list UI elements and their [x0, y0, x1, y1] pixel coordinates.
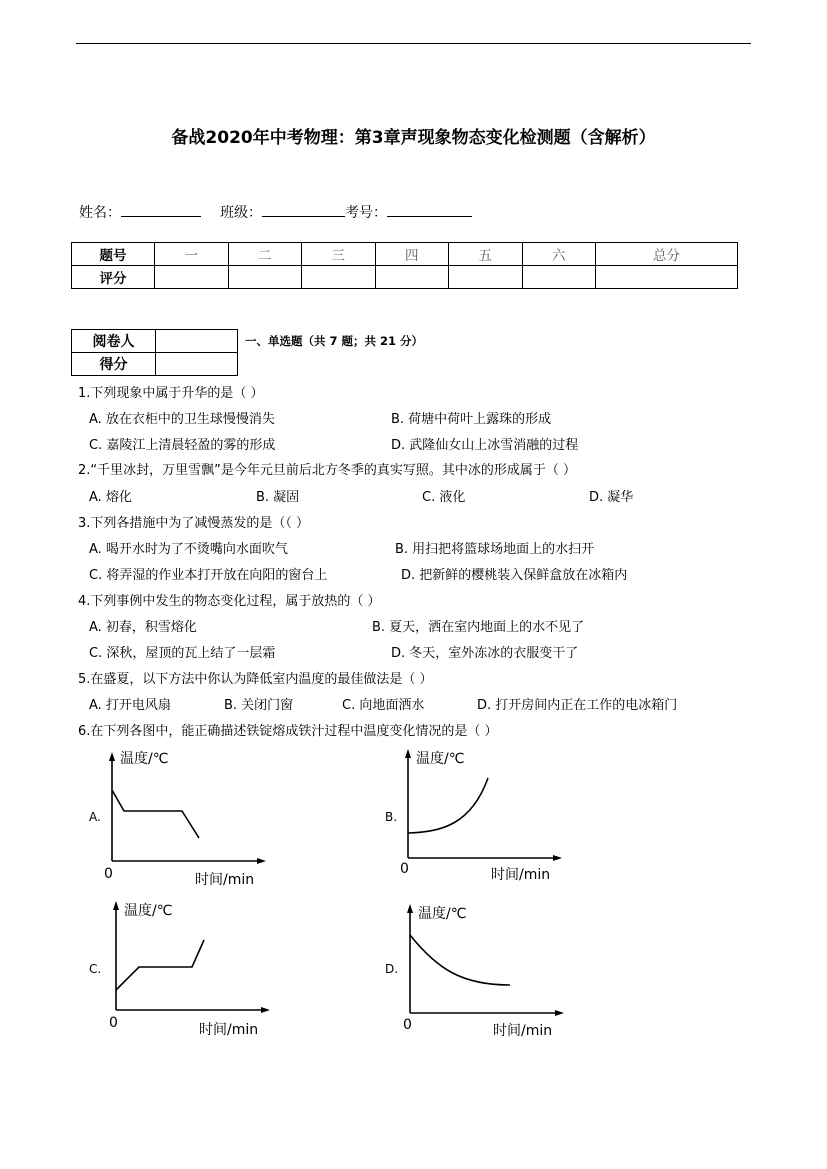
graph-option-d-label[interactable]: D.	[385, 962, 399, 976]
score-column-header: 五	[449, 243, 523, 266]
option-d[interactable]: D. 冬天，室外冻冰的衣服变干了	[391, 646, 579, 661]
question-text: 2.“千里冰封，万里雪飘”是今年元旦前后北方冬季的真实写照。其中冰的形成属于（ ）	[78, 463, 577, 478]
question-text: 1.下列现象中属于升华的是（ ）	[78, 386, 264, 401]
x-axis-arrow-icon	[555, 1010, 564, 1016]
y-axis-label: 温度/℃	[418, 906, 467, 922]
question-text: 6.在下列各图中，能正确描述铁锭熔成铁汁过程中温度变化情况的是（ ）	[78, 724, 498, 739]
graph-option-b-label[interactable]: B.	[385, 810, 398, 824]
question-text: 4.下列事例中发生的物态变化过程，属于放热的（ ）	[78, 594, 381, 609]
x-axis-label: 时间/min	[491, 867, 551, 883]
x-axis-arrow-icon	[257, 858, 266, 864]
score-column-header: 六	[522, 243, 596, 266]
y-axis-label: 温度/℃	[120, 751, 169, 767]
grader-score-label: 得分	[72, 353, 156, 376]
option-d[interactable]: D. 打开房间内正在工作的电冰箱门	[477, 698, 678, 713]
option-b[interactable]: B. 用扫把将篮球场地面上的水扫开	[395, 542, 595, 557]
graph-option-a-label[interactable]: A.	[89, 810, 101, 824]
y-axis-label: 温度/℃	[416, 751, 465, 767]
option-d[interactable]: D. 凝华	[589, 490, 634, 505]
graph-option-c-label[interactable]: C.	[89, 962, 102, 976]
x-axis-label: 时间/min	[195, 872, 255, 888]
y-axis-arrow-icon	[405, 749, 411, 758]
option-b[interactable]: B. 荷塘中荷叶上露珠的形成	[391, 412, 552, 427]
x-axis-arrow-icon	[553, 855, 562, 861]
option-a[interactable]: A. 熔化	[89, 490, 132, 505]
y-axis-label: 温度/℃	[124, 903, 173, 919]
reviewer-label: 阅卷人	[72, 330, 156, 353]
origin-label: 0	[403, 1017, 412, 1033]
origin-label: 0	[109, 1015, 118, 1031]
option-c[interactable]: C. 液化	[422, 490, 466, 505]
option-c[interactable]: C. 将弄湿的作业本打开放在向阳的窗台上	[89, 568, 328, 583]
option-c[interactable]: C. 嘉陵江上清晨轻盈的雾的形成	[89, 438, 276, 453]
name-label: 姓名：	[79, 205, 121, 221]
option-d[interactable]: D. 把新鲜的樱桃装入保鲜盒放在冰箱内	[401, 568, 628, 583]
score-row-label: 评分	[72, 266, 155, 289]
option-a[interactable]: A. 放在衣柜中的卫生球慢慢消失	[89, 412, 275, 427]
x-axis-label: 时间/min	[199, 1022, 259, 1038]
score-cell[interactable]	[449, 266, 523, 289]
question-text: 3.下列各措施中为了减慢蒸发的是（（ ）	[78, 516, 310, 531]
exam-no-blank[interactable]	[387, 202, 472, 217]
section-title: 一、单选题（共 7 题；共 21 分）	[245, 334, 424, 348]
option-b[interactable]: B. 关闭门窗	[224, 698, 294, 713]
score-table	[71, 242, 738, 289]
curve-line	[116, 940, 204, 990]
score-cell[interactable]	[522, 266, 596, 289]
grader-score-cell[interactable]	[156, 353, 238, 376]
top-rule	[76, 43, 751, 44]
graph-b[interactable]	[396, 745, 566, 885]
score-cell[interactable]	[228, 266, 302, 289]
score-cell[interactable]	[596, 266, 738, 289]
score-table-header-row	[72, 243, 738, 266]
grader-table	[71, 329, 238, 376]
page-title: 备战2020年中考物理：第3章声现象物态变化检测题（含解析）	[171, 128, 656, 148]
score-column-header: 三	[302, 243, 376, 266]
reviewer-cell[interactable]	[156, 330, 238, 353]
question-text: 5.在盛夏，以下方法中你认为降低室内温度的最佳做法是（ ）	[78, 672, 433, 687]
name-blank[interactable]	[121, 202, 201, 217]
option-c[interactable]: C. 深秋，屋顶的瓦上结了一层霜	[89, 646, 276, 661]
curve-line	[112, 790, 199, 838]
y-axis-arrow-icon	[109, 752, 115, 761]
graph-c[interactable]	[104, 897, 274, 1037]
option-d[interactable]: D. 武隆仙女山上冰雪消融的过程	[391, 438, 579, 453]
option-b[interactable]: B. 夏天，洒在室内地面上的水不见了	[372, 620, 585, 635]
y-axis-arrow-icon	[407, 904, 413, 913]
curve-line	[408, 778, 488, 833]
option-a[interactable]: A. 打开电风扇	[89, 698, 171, 713]
score-column-header: 一	[155, 243, 229, 266]
score-cell[interactable]	[375, 266, 449, 289]
y-axis-arrow-icon	[113, 901, 119, 910]
name-field	[79, 202, 201, 222]
class-label: 班级：	[220, 205, 262, 221]
x-axis-label: 时间/min	[493, 1023, 553, 1039]
curve-line	[410, 935, 510, 985]
score-column-header: 二	[228, 243, 302, 266]
score-column-header: 总分	[596, 243, 738, 266]
class-field	[220, 202, 472, 222]
score-cell[interactable]	[155, 266, 229, 289]
option-a[interactable]: A. 初春，积雪熔化	[89, 620, 197, 635]
option-b[interactable]: B. 凝固	[256, 490, 300, 505]
class-blank[interactable]	[262, 202, 345, 217]
origin-label: 0	[400, 861, 409, 877]
x-axis-arrow-icon	[261, 1007, 270, 1013]
option-c[interactable]: C. 向地面洒水	[342, 698, 425, 713]
score-header-label: 题号	[72, 243, 155, 266]
exam-no-label: 考号：	[345, 205, 387, 221]
score-column-header: 四	[375, 243, 449, 266]
graph-a[interactable]	[100, 748, 270, 888]
option-a[interactable]: A. 喝开水时为了不烫嘴向水面吹气	[89, 542, 288, 557]
score-cell[interactable]	[302, 266, 376, 289]
graph-d[interactable]	[398, 900, 568, 1040]
origin-label: 0	[104, 866, 113, 882]
score-table-score-row	[72, 266, 738, 289]
